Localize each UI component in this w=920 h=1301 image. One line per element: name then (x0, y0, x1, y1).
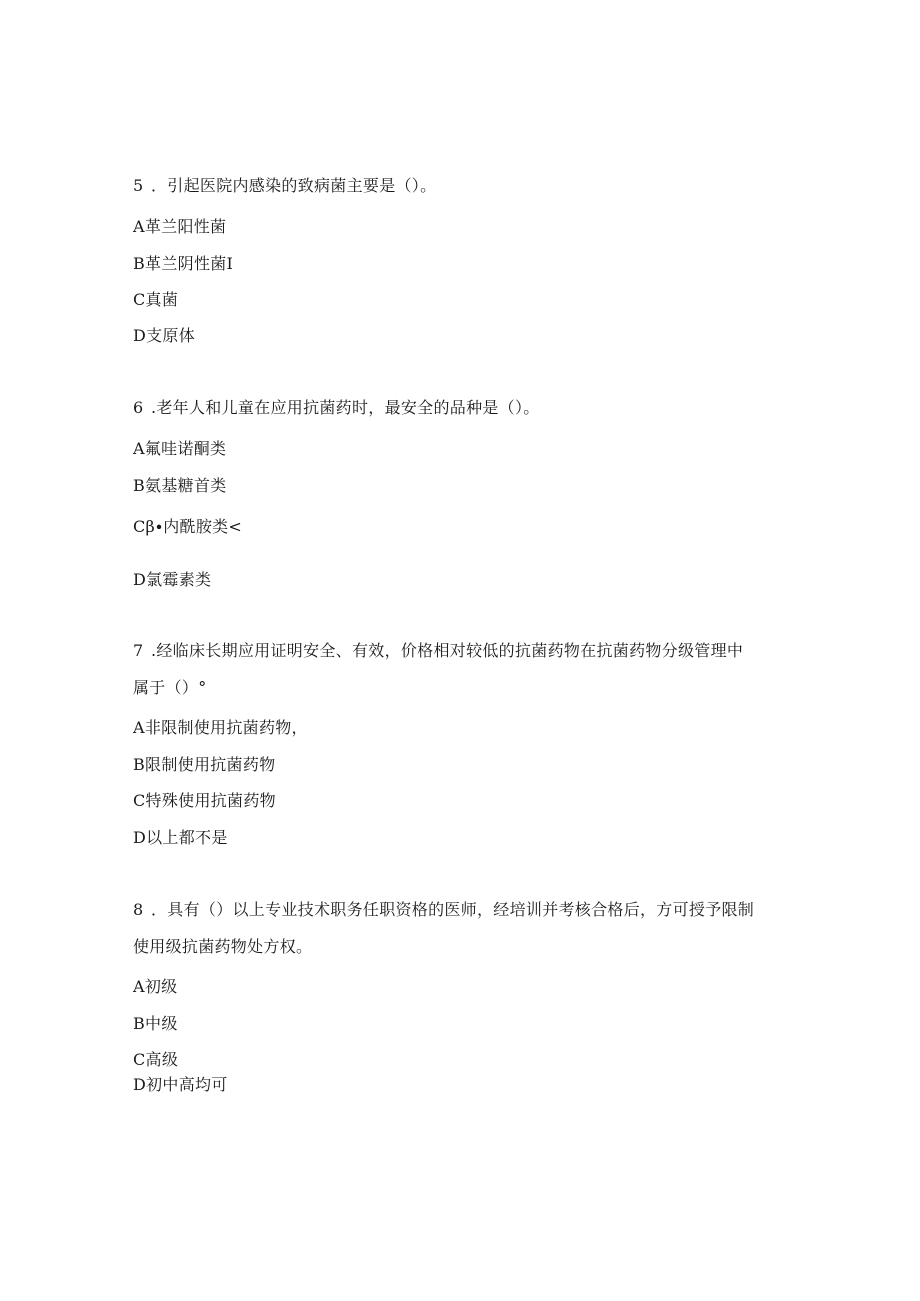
question-5-option-b: B革兰阴性菌I (133, 254, 234, 273)
question-6-option-d: D氯霉素类 (133, 570, 212, 589)
question-8-option-a: A初级 (133, 977, 178, 996)
question-5-stem (133, 176, 436, 196)
question-8-option-c: C高级 (133, 1050, 179, 1069)
question-8-option-d: D初中高均可 (133, 1075, 228, 1094)
question-number: 6 (133, 398, 144, 417)
question-5-option-c: C真菌 (133, 290, 179, 309)
question-8-option-b: B中级 (133, 1014, 178, 1033)
question-7-stem (133, 641, 743, 661)
question-text: ．引起医院内感染的致病菌主要是（）。 (151, 176, 437, 195)
question-number: 8 (133, 900, 144, 919)
question-number: 7 (133, 641, 144, 660)
question-5-option-a: A革兰阳性菌 (133, 217, 227, 236)
question-7-option-b: B限制使用抗菌药物 (133, 755, 276, 774)
question-number: 5 (133, 176, 144, 195)
question-8-stem (133, 900, 754, 920)
question-6-option-a: A氟哇诺酮类 (133, 439, 227, 458)
question-8-stem-continuation: 使用级抗菌药物处方权。 (133, 937, 313, 956)
question-6-option-b: B氨基糖首类 (133, 476, 227, 495)
question-6-option-c: Cβ∙内酰胺类< (133, 517, 243, 536)
question-7-option-a: A非限制使用抗菌药物， (133, 718, 308, 737)
question-7-option-c: C特殊使用抗菌药物 (133, 791, 276, 810)
question-7-option-d: D以上都不是 (133, 828, 228, 847)
question-6-stem (133, 398, 540, 418)
question-7-stem-continuation: 属于（）° (133, 678, 207, 697)
question-5-option-d: D支原体 (133, 326, 196, 345)
question-text: .老年人和儿童在应用抗菌药时，最安全的品种是（）。 (151, 398, 540, 417)
question-text: ．具有（）以上专业技术职务任职资格的医师，经培训并考核合格后，方可授予限制 (151, 900, 755, 919)
question-text: .经临床长期应用证明安全、有效，价格相对较低的抗菌药物在抗菌药物分级管理中 (151, 641, 744, 660)
